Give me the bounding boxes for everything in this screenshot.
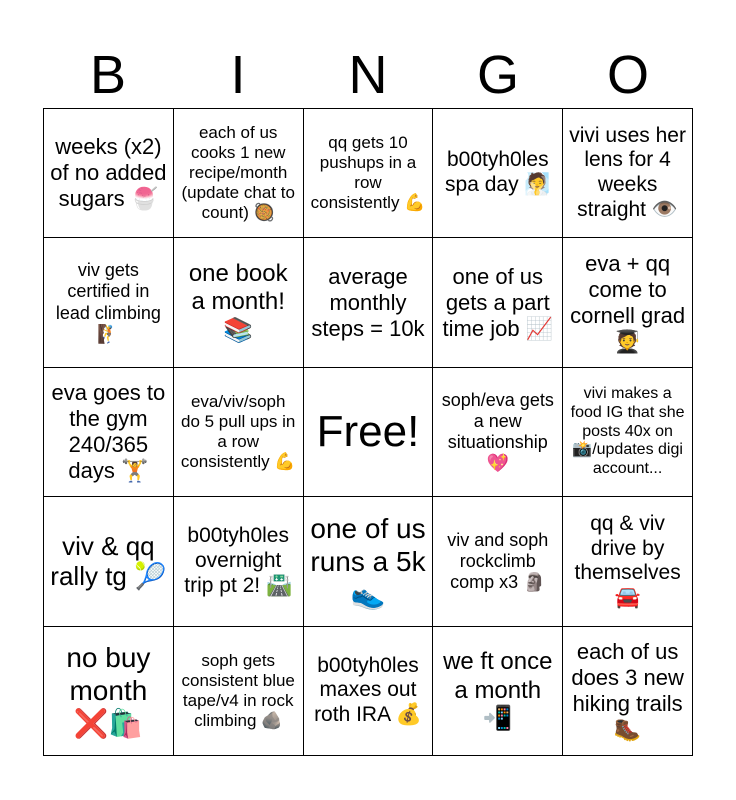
- bingo-cell[interactable]: [44, 368, 174, 497]
- cell-text: b00tyh0les spa day 🧖: [445, 148, 551, 197]
- cell-text: viv & qq rally tg 🎾: [50, 530, 167, 592]
- cell-text: no buy month ❌🛍️: [66, 642, 151, 740]
- cell-text: b00tyh0les maxes out roth IRA 💰: [314, 653, 422, 727]
- header-letter-i: I: [230, 45, 246, 105]
- cell-text: b00tyh0les overnight trip pt 2! 🛣️: [184, 524, 293, 597]
- cell-text: one of us runs a 5k 👟: [310, 512, 426, 610]
- header-letter-g: G: [476, 45, 519, 105]
- bingo-cell[interactable]: [174, 109, 304, 238]
- bingo-cell[interactable]: [433, 497, 563, 626]
- bingo-cell[interactable]: [563, 497, 693, 626]
- bingo-cell[interactable]: [174, 368, 304, 497]
- cell-text: qq & viv drive by themselves 🚘: [574, 511, 681, 610]
- cell-text: each of us does 3 new hiking trails 🥾: [571, 638, 684, 742]
- bingo-cell[interactable]: [304, 109, 434, 238]
- bingo-cell[interactable]: [563, 238, 693, 367]
- cell-text: average monthly steps = 10k: [311, 263, 425, 341]
- cell-text: we ft once a month 📲: [443, 648, 553, 732]
- cell-text: one of us gets a part time job 📈: [442, 263, 554, 341]
- cell-text: eva goes to the gym 240/365 days 🏋️: [51, 380, 166, 483]
- cell-text: viv and soph rockclimb comp x3 🗿: [447, 529, 549, 592]
- bingo-cell[interactable]: [174, 627, 304, 756]
- bingo-cell[interactable]: [433, 238, 563, 367]
- bingo-cell[interactable]: [433, 109, 563, 238]
- bingo-header: [43, 44, 693, 106]
- bingo-cell[interactable]: [433, 627, 563, 756]
- free-space-text: Free!: [316, 406, 420, 456]
- cell-text: soph/eva gets a new situationship 💖: [441, 389, 554, 474]
- cell-text: weeks (x2) of no added sugars 🍧: [50, 134, 167, 212]
- cell-text: each of us cooks 1 new recipe/month (update chat to count) 🥘: [181, 123, 295, 223]
- header-letter-b: B: [89, 45, 127, 105]
- cell-text: vivi makes a food IG that she posts 40x on 📸/updates digi account...: [570, 384, 685, 478]
- bingo-cell[interactable]: [44, 627, 174, 756]
- bingo-cell[interactable]: [304, 627, 434, 756]
- bingo-cell[interactable]: [174, 238, 304, 367]
- bingo-cell[interactable]: [44, 238, 174, 367]
- header-letter-n: N: [348, 45, 388, 105]
- bingo-cell[interactable]: [304, 238, 434, 367]
- cell-text: eva + qq come to cornell grad 🧑‍🎓: [570, 250, 686, 354]
- bingo-cell[interactable]: [304, 497, 434, 626]
- bingo-cell[interactable]: [174, 497, 304, 626]
- free-space[interactable]: [304, 368, 434, 497]
- cell-text: soph gets consistent blue tape/v4 in rock climbing 🪨: [181, 650, 295, 730]
- bingo-cell[interactable]: [563, 368, 693, 497]
- cell-text: qq gets 10 pushups in a row consistently 💪: [310, 133, 426, 213]
- bingo-board: [43, 108, 693, 756]
- bingo-cell[interactable]: [44, 497, 174, 626]
- cell-text: viv gets certified in lead climbing 🧗: [55, 260, 161, 344]
- bingo-cell[interactable]: [563, 109, 693, 238]
- bingo-cell[interactable]: [563, 627, 693, 756]
- cell-text: vivi uses her lens for 4 weeks straight 👁️: [569, 123, 686, 221]
- cell-text: one book a month! 📚: [188, 260, 288, 344]
- bingo-cell[interactable]: [433, 368, 563, 497]
- header-letter-o: O: [606, 45, 649, 105]
- bingo-cell[interactable]: [44, 109, 174, 238]
- cell-text: eva/viv/soph do 5 pull ups in a row consistently 💪: [180, 391, 296, 472]
